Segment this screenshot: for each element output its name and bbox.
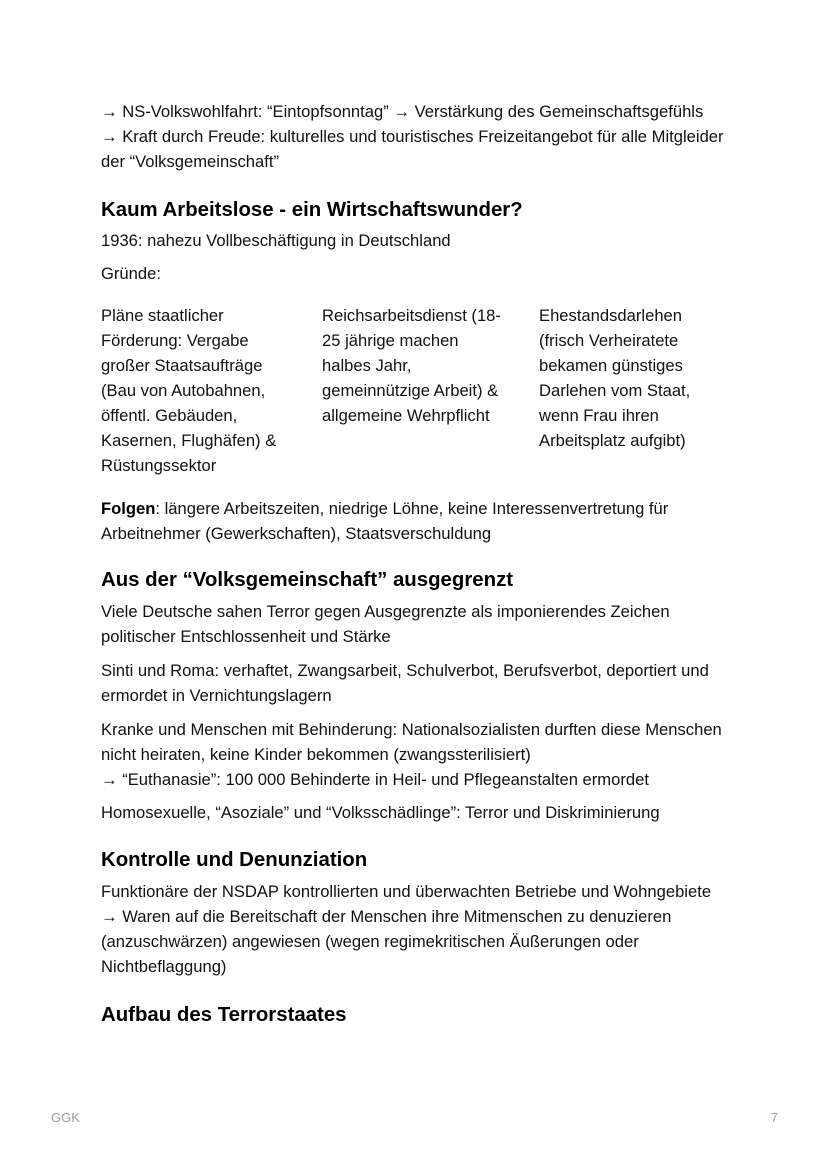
reason-line: (frisch Verheiratete bbox=[539, 331, 679, 350]
reason-column-arbeitsdienst bbox=[322, 303, 501, 428]
paragraph-line: Kranke und Menschen mit Behinderung: Nationalsozialisten durften diese Menschen bbox=[101, 720, 722, 739]
reason-line: bekamen günstiges bbox=[539, 356, 683, 375]
reason-line: gemeinnützige Arbeit) & bbox=[322, 381, 499, 400]
reason-line: Pläne staatlicher bbox=[101, 306, 224, 325]
paragraph-line: Nichtbeflaggung) bbox=[101, 957, 227, 976]
consequences-line bbox=[101, 496, 668, 521]
footer-label: GGK bbox=[51, 1110, 80, 1125]
reasons-label: Gründe: bbox=[101, 264, 161, 283]
reason-line: (Bau von Autobahnen, bbox=[101, 381, 266, 400]
paragraph-line: Funktionäre der NSDAP kontrollierten und überwachten Betriebe und Wohngebiete bbox=[101, 882, 712, 901]
reason-line: Förderung: Vergabe bbox=[101, 331, 249, 350]
paragraph-line: → Waren auf die Bereitschaft der Menschen ihre Mitmenschen zu denuzieren bbox=[101, 907, 672, 926]
reason-line: Darlehen vom Staat, bbox=[539, 381, 691, 400]
consequences-label: Folgen bbox=[101, 499, 156, 518]
paragraph-line: Sinti und Roma: verhaftet, Zwangsarbeit, Schulverbot, Berufsverbot, deportiert und bbox=[101, 661, 709, 680]
consequences-paragraph bbox=[101, 496, 668, 546]
paragraph-line: nicht heiraten, keine Kinder bekommen (zwangssterilisiert) bbox=[101, 745, 531, 764]
reason-line: halbes Jahr, bbox=[322, 356, 412, 375]
paragraph-sinti-roma bbox=[101, 658, 709, 708]
section-heading-wirtschaftswunder: Kaum Arbeitslose - ein Wirtschaftswunder? bbox=[101, 199, 523, 221]
paragraph-line: Viele Deutsche sahen Terror gegen Ausgegrenzte als imponierendes Zeichen bbox=[101, 602, 670, 621]
reason-line: Arbeitsplatz aufgibt) bbox=[539, 431, 686, 450]
consequences-text: : längere Arbeitszeiten, niedrige Löhne, keine Interessenvertretung für bbox=[155, 499, 669, 518]
intro-line: → NS-Volkswohlfahrt: “Eintopfsonntag” → Verstärkung des Gemeinschaftsgefühls bbox=[101, 102, 704, 121]
reason-line: Rüstungssektor bbox=[101, 456, 217, 475]
intro-line: der “Volksgemeinschaft” bbox=[101, 152, 280, 171]
intro-line: → Kraft durch Freude: kulturelles und touristisches Freizeitangebot für alle Mitgleider bbox=[101, 127, 724, 146]
paragraph-kontrolle bbox=[101, 879, 711, 979]
consequences-line: Arbeitnehmer (Gewerkschaften), Staatsverschuldung bbox=[101, 524, 492, 543]
employment-summary: 1936: nahezu Vollbeschäftigung in Deutschland bbox=[101, 231, 451, 250]
intro-notes bbox=[101, 99, 724, 174]
paragraph-homosexuelle bbox=[101, 800, 660, 825]
reason-line: Ehestandsdarlehen bbox=[539, 306, 682, 325]
section-heading-kontrolle: Kontrolle und Denunziation bbox=[101, 849, 368, 871]
paragraph-terror-zeichen bbox=[101, 599, 670, 649]
reason-line: wenn Frau ihren bbox=[539, 406, 659, 425]
reason-line: großer Staatsaufträge bbox=[101, 356, 263, 375]
paragraph-line: ermordet in Vernichtungslagern bbox=[101, 686, 332, 705]
page-number: 7 bbox=[770, 1110, 778, 1125]
section-heading-terrorstaat: Aufbau des Terrorstaates bbox=[101, 1004, 347, 1026]
paragraph-behinderung bbox=[101, 717, 722, 792]
section-heading-ausgegrenzt: Aus der “Volksgemeinschaft” ausgegrenzt bbox=[101, 569, 514, 591]
paragraph-line: politischer Entschlossenheit und Stärke bbox=[101, 627, 391, 646]
reason-line: 25 jährige machen bbox=[322, 331, 459, 350]
paragraph-line: → “Euthanasie”: 100 000 Behinderte in Heil- und Pflegeanstalten ermordet bbox=[101, 770, 649, 789]
reason-column-foerderung bbox=[101, 303, 276, 478]
reason-line: Kasernen, Flughäfen) & bbox=[101, 431, 277, 450]
paragraph-line: Homosexuelle, “Asoziale” und “Volksschädlinge”: Terror und Diskriminierung bbox=[101, 803, 660, 822]
reason-line: Reichsarbeitsdienst (18- bbox=[322, 306, 501, 325]
reason-line: öffentl. Gebäuden, bbox=[101, 406, 238, 425]
reason-line: allgemeine Wehrpflicht bbox=[322, 406, 490, 425]
paragraph-line: (anzuschwärzen) angewiesen (wegen regimekritischen Äußerungen oder bbox=[101, 932, 639, 951]
reason-column-ehestandsdarlehen bbox=[539, 303, 690, 453]
